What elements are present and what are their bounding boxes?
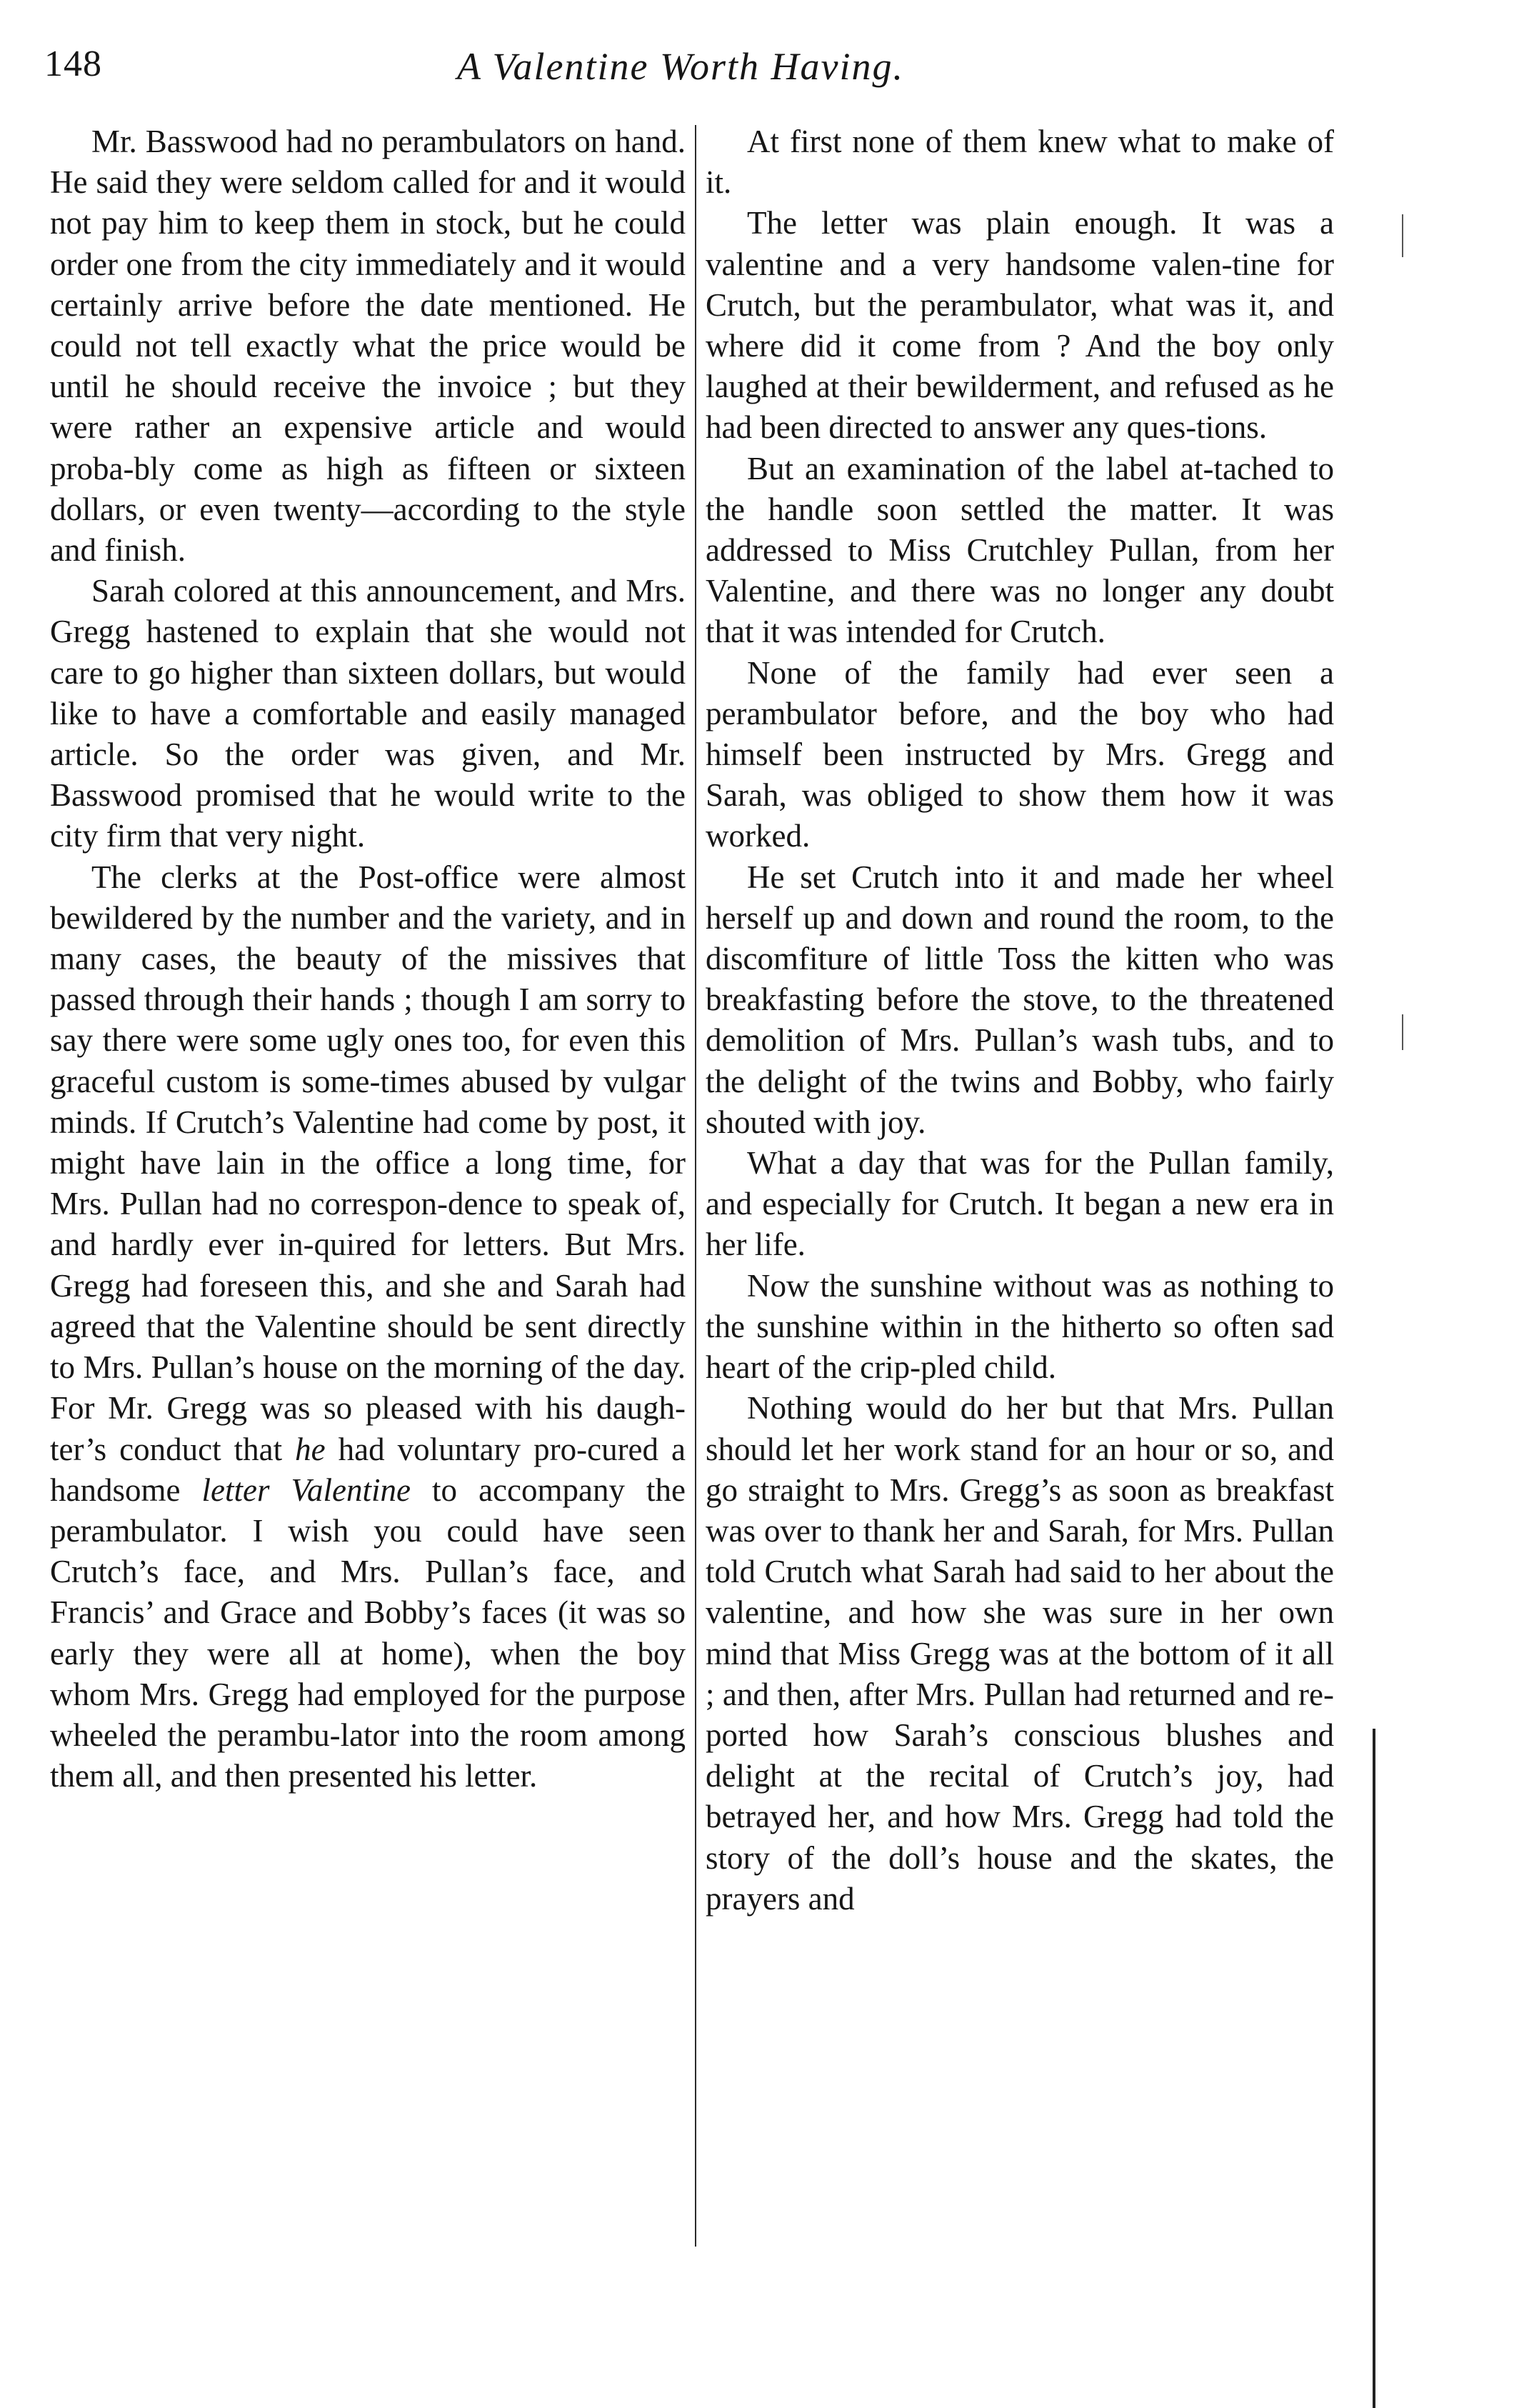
text-run: had voluntary pro-cured a handsome: [50, 1431, 686, 1508]
column-divider: [695, 125, 696, 2247]
emphasis: he: [295, 1431, 326, 1467]
text-run: The clerks at the Post-office were almost bewildered by the number and the variety, and in many cases, the beauty of the missives that passed through their hands ; though I am sorry to say there were some ugly ones too, for even this graceful custom is some-times abused by vulgar minds. If Crutch’s Valentine had come by post, it might have lain in the office a long time, for Mrs. Pullan had no correspon-dence to speak of, and hardly ever in-quired for letters. But Mrs. Gregg had foreseen this, and she and Sarah had agreed that the Valentine should be sent directly to Mrs. Pullan’s house on the morning of the day. For Mr. Gregg was so pleased with his daugh-ter’s conduct that: [50, 859, 686, 1467]
paragraph: He set Crutch into it and made her wheel herself up and down and round the room, to the discomfiture of little Toss the kitten who was breakfasting before the stove, to the threatened demolition of Mrs. Pullan’s wash tubs, and to the delight of the twins and Bobby, who fairly shouted with joy.: [706, 859, 1334, 1140]
paragraph: Now the sunshine without was as nothing to the sunshine within in the hitherto so often sad heart of the crip-pled child.: [706, 1267, 1334, 1386]
paragraph: [50, 857, 686, 1797]
paragraph: Mr. Basswood had no perambulators on hand. He said they were seldom called for and it would not pay him to keep them in stock, but he could order one from the city immediately and it would certainly arrive before the date mentioned. He could not tell exactly what the price would be until he should receive the invoice ; but they were rather an expensive article and would proba-bly come as high as fifteen or sixteen dollars, or even twenty—according to the style and finish.: [50, 124, 686, 569]
paragraph: But an examination of the label at-tached to the handle soon settled the matter. It was addressed to Miss Crutchley Pullan, from her Valentine, and there was no longer any doubt that it was intended for Crutch.: [706, 450, 1334, 650]
text-run: to accompany the perambulator. I wish you could have seen Crutch’s face, and Mrs. Pullan’s face, and Francis’ and Grace and Bobby’s faces (it was so early they were all at home), when the boy whom Mrs. Gregg had employed for the purpose wheeled the perambu-lator into the room among them all, and then presented his letter.: [50, 1472, 686, 1794]
paragraph: At first none of them knew what to make of it.: [706, 124, 1334, 201]
paragraph: The letter was plain enough. It was a valentine and a very handsome valen-tine for Crutch, but the perambulator, what was it, and where did it come from ? And the boy only laughed at their bewilderment, and refused as he had been directed to answer any ques-tions.: [706, 205, 1334, 446]
paragraph: What a day that was for the Pullan family, and especially for Crutch. It began a new era in her life.: [706, 1145, 1334, 1263]
running-head: A Valentine Worth Having.: [457, 45, 904, 88]
page-edge-speck: [1402, 1014, 1403, 1050]
page-edge-speck: [1402, 214, 1403, 257]
paragraph: None of the family had ever seen a perambulator before, and the boy who had himself been instructed by Mrs. Gregg and Sarah, was obliged to show them how it was worked.: [706, 654, 1334, 854]
right-column: [706, 121, 1334, 1919]
page-number: 148: [44, 44, 102, 84]
paragraph: Nothing would do her but that Mrs. Pullan should let her work stand for an hour or so, and go straight to Mrs. Gregg’s as soon as breakfast was over to thank her and Sarah, for Mrs. Pullan told Crutch what Sarah had said to her about the valentine, and how she was sure in her own mind that Miss Gregg was at the bottom of it all ; and then, after Mrs. Pullan had returned and re-ported how Sarah’s conscious blushes and delight at the recital of Crutch’s joy, had betrayed her, and how Mrs. Gregg had told the story of the doll’s house and the skates, the prayers and: [706, 1390, 1334, 1917]
paragraph: Sarah colored at this announcement, and Mrs. Gregg hastened to explain that she would not care to go higher than sixteen dollars, but would like to have a comfortable and easily managed article. So the order was given, and Mr. Basswood promised that he would write to the city firm that very night.: [50, 573, 686, 854]
left-column: [50, 121, 686, 1797]
page-edge-mark: [1373, 1729, 1375, 2408]
emphasis: letter Valentine: [201, 1472, 411, 1508]
